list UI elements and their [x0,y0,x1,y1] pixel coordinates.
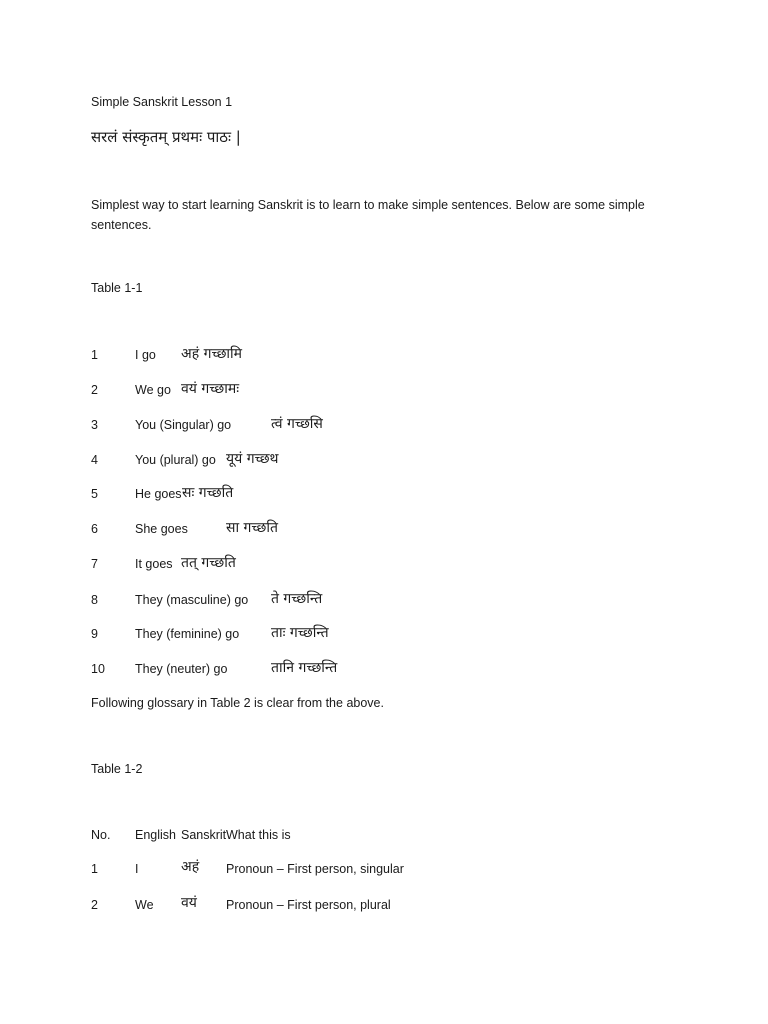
row-sanskrit: त्वं गच्छसि [271,416,323,432]
row-english: He goes [135,487,182,501]
row-english: She goes [135,522,188,536]
row-english: You (plural) go [135,453,216,467]
glossary-note: Following glossary in Table 2 is clear from the above. [91,696,384,710]
row-number: 4 [91,453,98,467]
document-title: Simple Sanskrit Lesson 1 [91,95,233,109]
row-sanskrit: सः गच्छति [182,485,234,501]
row-number: 2 [91,898,98,912]
row-description: Pronoun – First person, plural [226,898,391,912]
row-number: 2 [91,383,98,397]
header-no: No. [91,828,111,842]
row-sanskrit: यूयं गच्छथ [226,451,279,467]
row-sanskrit: वयं गच्छामः [181,381,240,397]
row-english: We [135,898,154,912]
header-sanskrit: Sanskrit [181,828,227,842]
row-number: 9 [91,627,98,641]
row-number: 3 [91,418,98,432]
row-english: They (masculine) go [135,593,249,607]
row-number: 8 [91,593,98,607]
row-number: 1 [91,348,98,362]
row-english: You (Singular) go [135,418,232,432]
row-sanskrit: अहं गच्छामि [181,346,243,362]
row-sanskrit: ते गच्छन्ति [271,591,323,607]
row-number: 7 [91,557,98,571]
row-description: Pronoun – First person, singular [226,862,404,876]
row-english: They (feminine) go [135,627,240,641]
row-number: 1 [91,862,98,876]
row-sanskrit: तत् गच्छति [181,555,236,571]
row-number: 6 [91,522,98,536]
row-english: They (neuter) go [135,662,228,676]
row-english: It goes [135,557,173,571]
row-sanskrit: ताः गच्छन्ति [271,625,329,641]
intro-paragraph: Simplest way to start learning Sanskrit is to learn to make simple sentences. Below are some simple sentences. [91,198,645,232]
row-sanskrit: सा गच्छति [226,520,278,536]
header-english: English [135,828,176,842]
row-english: We go [135,383,171,397]
row-sanskrit: अहं [181,859,200,875]
row-english: I [135,862,139,876]
row-sanskrit: तानि गच्छन्ति [271,660,338,676]
table1-caption: Table 1-1 [91,281,143,295]
row-number: 5 [91,487,98,501]
row-number: 10 [91,662,105,676]
row-sanskrit: वयं [181,895,197,911]
header-what: What this is [226,828,291,842]
sanskrit-title: सरलं संस्कृतम् प्रथमः पाठः | [91,128,241,146]
table2-caption: Table 1-2 [91,762,143,776]
row-english: I go [135,348,156,362]
